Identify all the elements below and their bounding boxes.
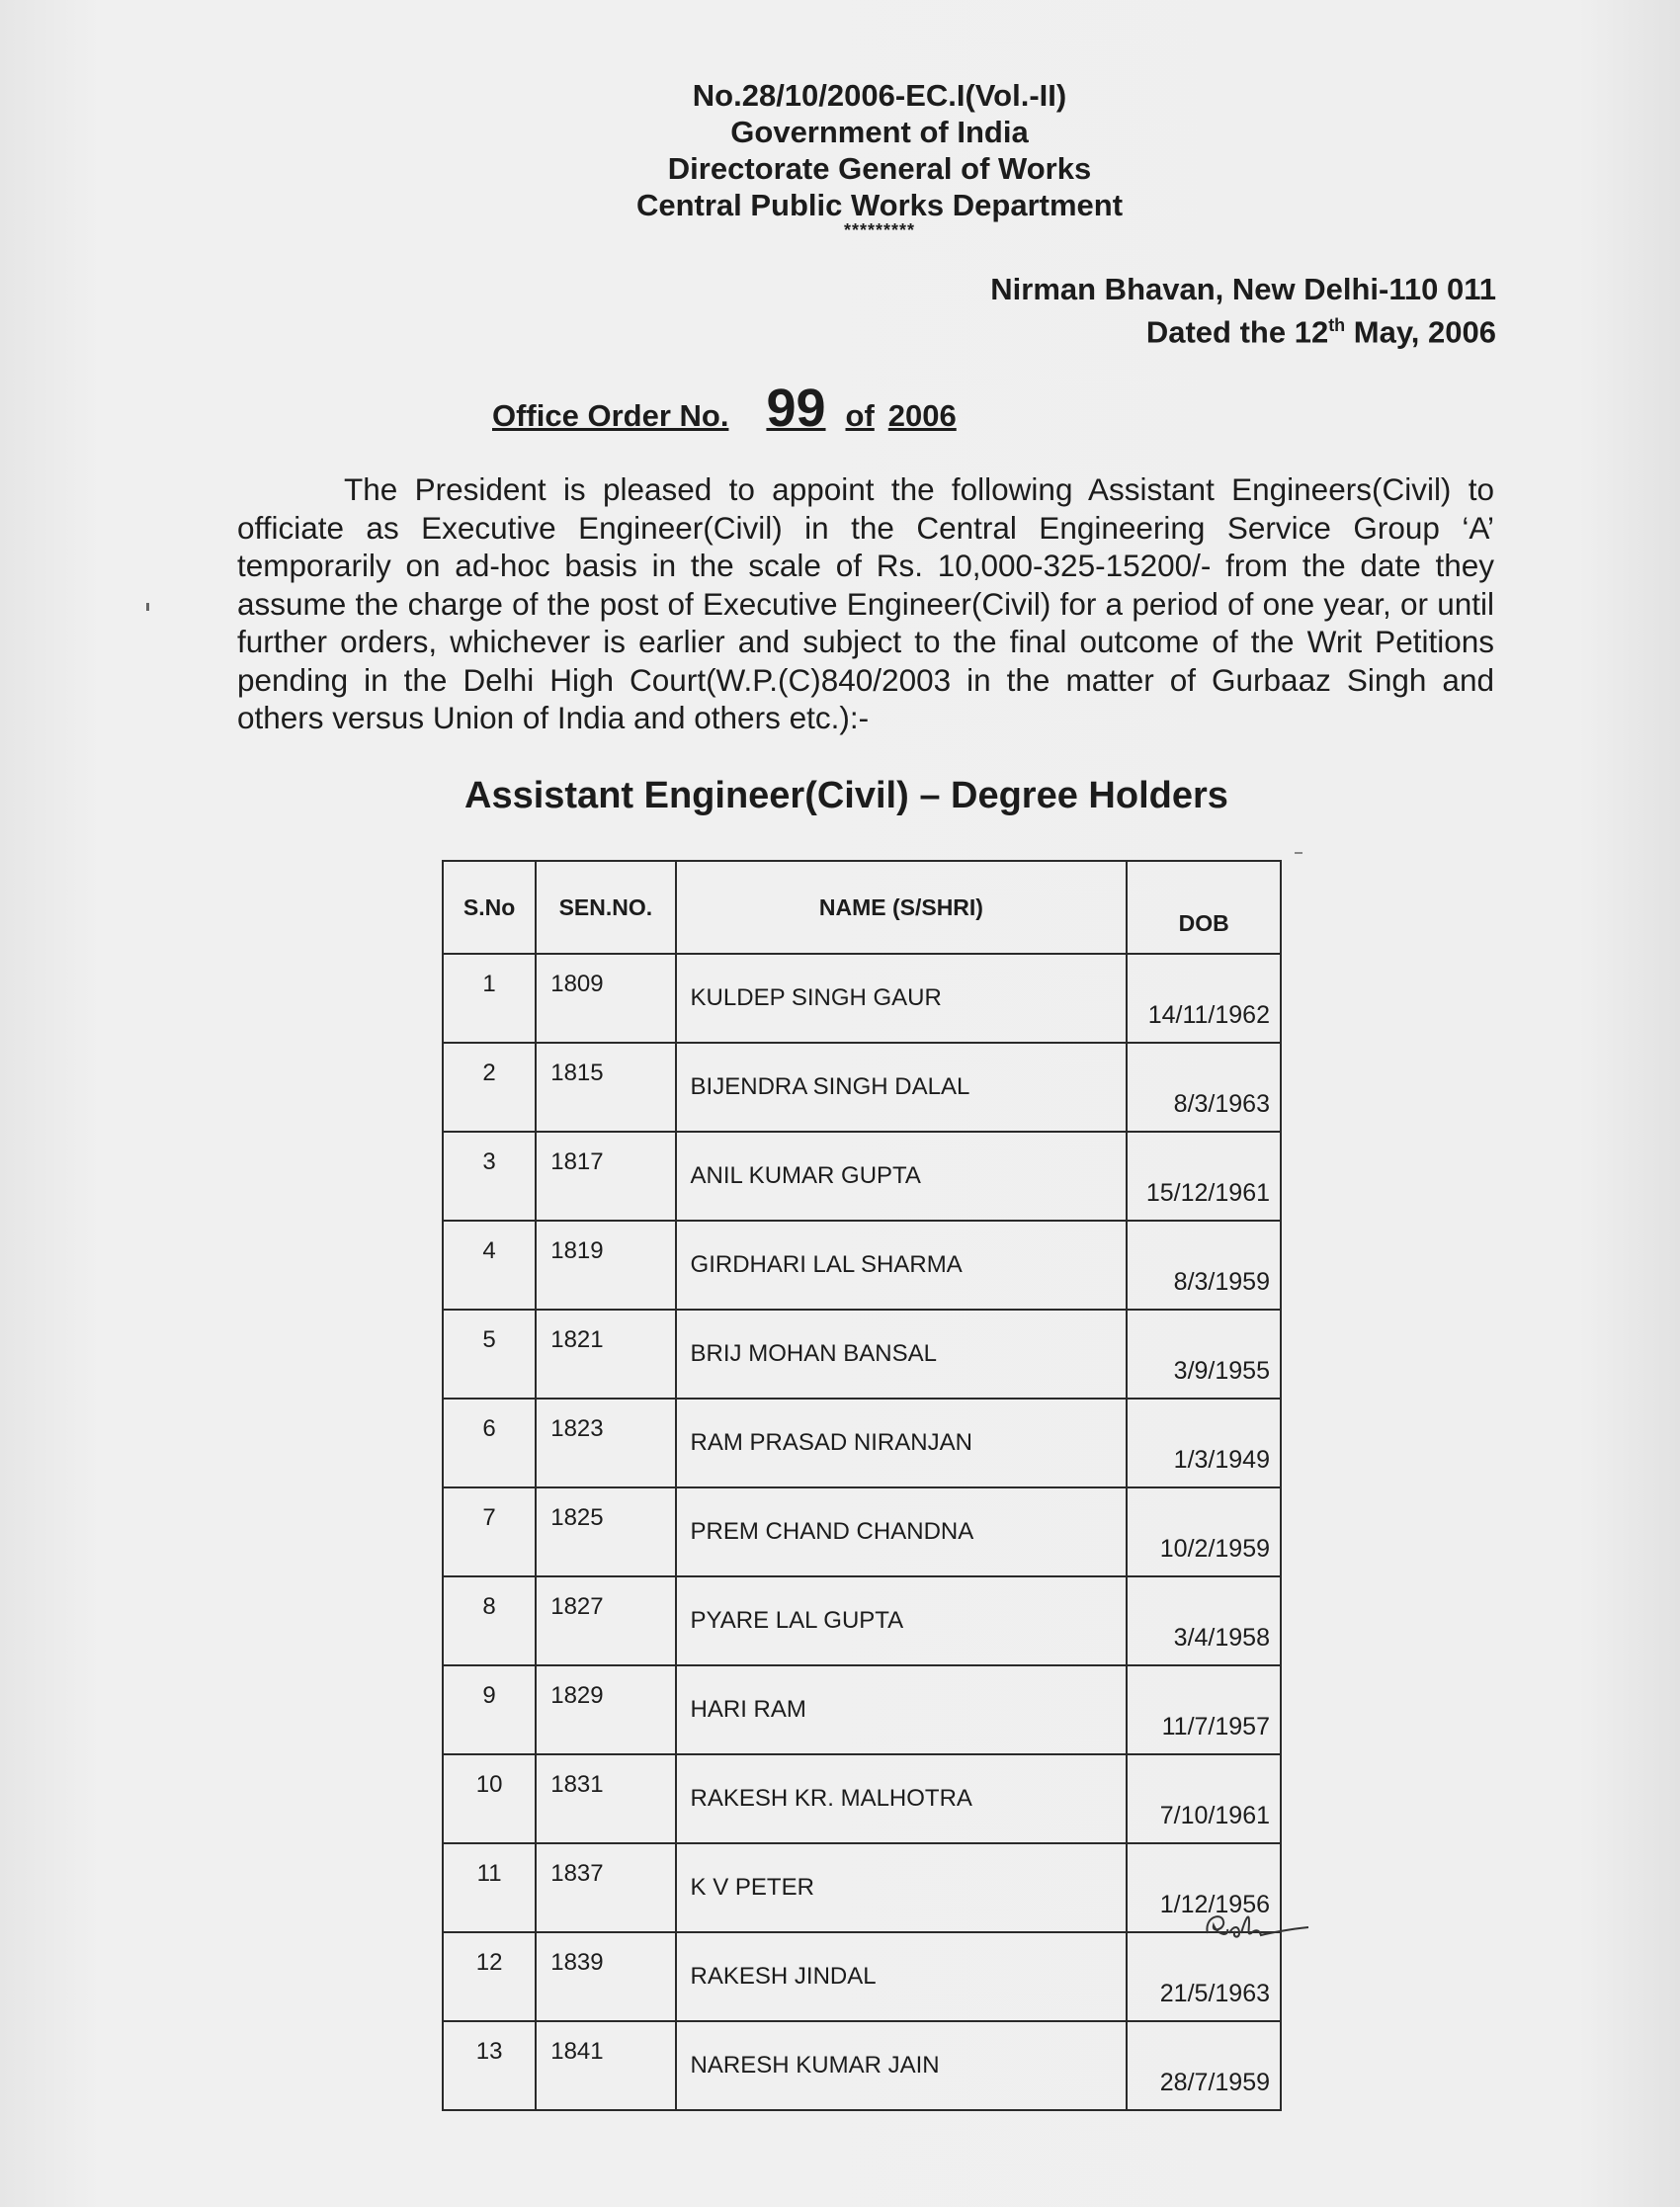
table-row — [443, 1932, 1281, 2021]
table-row — [443, 1843, 1281, 1932]
cell-sno: 5 — [443, 1310, 536, 1399]
letterhead — [553, 77, 1206, 240]
cell-sen-no: 1809 — [536, 954, 675, 1043]
header-stars: ********* — [843, 220, 916, 240]
cell-sen-no: 1819 — [536, 1221, 675, 1310]
cell-sen-no: 1831 — [536, 1754, 675, 1843]
scan-speck — [1295, 852, 1302, 854]
order-number: 99 — [766, 379, 826, 438]
cell-name: BIJENDRA SINGH DALAL — [676, 1043, 1128, 1132]
cell-name: PYARE LAL GUPTA — [676, 1576, 1128, 1665]
cell-name: HARI RAM — [676, 1665, 1128, 1754]
cell-dob: 11/7/1957 — [1127, 1665, 1281, 1754]
cell-name: ANIL KUMAR GUPTA — [676, 1132, 1128, 1221]
cell-sen-no: 1827 — [536, 1576, 675, 1665]
cell-dob: 3/9/1955 — [1127, 1310, 1281, 1399]
cell-dob: 10/2/1959 — [1127, 1487, 1281, 1576]
cell-sen-no: 1837 — [536, 1843, 675, 1932]
cell-dob: 14/11/1962 — [1127, 954, 1281, 1043]
table-row — [443, 1310, 1281, 1399]
cell-name: RAKESH KR. MALHOTRA — [676, 1754, 1128, 1843]
header-sen-no: SEN.NO. — [536, 861, 675, 954]
table-row — [443, 1132, 1281, 1221]
cell-dob: 3/4/1958 — [1127, 1576, 1281, 1665]
cell-sen-no: 1825 — [536, 1487, 675, 1576]
cell-sen-no: 1821 — [536, 1310, 675, 1399]
table-row — [443, 954, 1281, 1043]
reference-number: No.28/10/2006-EC.I(Vol.-II) — [692, 78, 1067, 113]
cell-sno: 3 — [443, 1132, 536, 1221]
cell-sen-no: 1815 — [536, 1043, 675, 1132]
cell-dob: 8/3/1963 — [1127, 1043, 1281, 1132]
office-order-title — [492, 378, 957, 439]
place-and-date — [990, 271, 1496, 350]
cell-name: BRIJ MOHAN BANSAL — [676, 1310, 1128, 1399]
address: Nirman Bhavan, New Delhi-110 011 — [990, 272, 1496, 306]
order-label: Office Order No. — [492, 398, 729, 433]
cell-sen-no: 1839 — [536, 1932, 675, 2021]
table-header-row — [443, 861, 1281, 954]
cell-name: RAM PRASAD NIRANJAN — [676, 1399, 1128, 1487]
order-body — [237, 470, 1494, 737]
table-row — [443, 1221, 1281, 1310]
table-row — [443, 1665, 1281, 1754]
cell-sno: 12 — [443, 1932, 536, 2021]
cell-dob: 7/10/1961 — [1127, 1754, 1281, 1843]
cell-dob: 15/12/1961 — [1127, 1132, 1281, 1221]
cell-dob: 8/3/1959 — [1127, 1221, 1281, 1310]
cell-sno: 11 — [443, 1843, 536, 1932]
cell-dob: 1/3/1949 — [1127, 1399, 1281, 1487]
signature-icon — [1200, 1904, 1318, 1958]
table-row — [443, 1487, 1281, 1576]
cell-sno: 7 — [443, 1487, 536, 1576]
date-line — [990, 307, 1496, 350]
cell-sno: 4 — [443, 1221, 536, 1310]
cell-sen-no: 1823 — [536, 1399, 675, 1487]
cell-sno: 8 — [443, 1576, 536, 1665]
cell-dob: 21/5/1963 — [1127, 1932, 1281, 2021]
section-title: Assistant Engineer(Civil) – Degree Holders — [464, 775, 1228, 816]
cell-name: K V PETER — [676, 1843, 1128, 1932]
cell-name: RAKESH JINDAL — [676, 1932, 1128, 2021]
header-name: NAME (S/SHRI) — [676, 861, 1128, 954]
order-year: 2006 — [887, 398, 957, 433]
table-row — [443, 1043, 1281, 1132]
table-body — [443, 954, 1281, 2110]
cell-dob: 1/12/1956 — [1127, 1843, 1281, 1932]
table-row — [443, 1576, 1281, 1665]
cell-sen-no: 1817 — [536, 1132, 675, 1221]
government-name: Government of India — [730, 115, 1029, 149]
appointees-table — [442, 860, 1282, 2111]
cell-sno: 9 — [443, 1665, 536, 1754]
cell-sen-no: 1841 — [536, 2021, 675, 2110]
department-name: Central Public Works Department — [635, 188, 1124, 222]
cell-dob: 28/7/1959 — [1127, 2021, 1281, 2110]
order-of: of — [845, 398, 875, 433]
date-prefix: Dated the 12 — [1145, 314, 1329, 350]
cell-sno: 1 — [443, 954, 536, 1043]
cell-name: GIRDHARI LAL SHARMA — [676, 1221, 1128, 1310]
header-sno: S.No — [443, 861, 536, 954]
order-paragraph: The President is pleased to appoint the following Assistant Engineers(Civil) to officiate as Executive Engineer(Civil) in the Central Engineering Service Group ‘A’ temporarily on ad-hoc basis in the scale of Rs. 10,000-325-15200/- from the date they assume the charge of the post of Executive Engineer(Civil) for a period of one year, or until further orders, whichever is earlier and subject to the final outcome of the Writ Petitions pending in the Delhi High Court(W.P.(C)840/2003 in the matter of Gurbaaz Singh and others versus Union of India and others etc.):- — [237, 471, 1494, 735]
directorate-name: Directorate General of Works — [667, 151, 1092, 186]
cell-sno: 13 — [443, 2021, 536, 2110]
cell-sno: 10 — [443, 1754, 536, 1843]
cell-sno: 2 — [443, 1043, 536, 1132]
date-suffix: May, 2006 — [1345, 314, 1496, 350]
cell-sen-no: 1829 — [536, 1665, 675, 1754]
table-row — [443, 2021, 1281, 2110]
cell-name: NARESH KUMAR JAIN — [676, 2021, 1128, 2110]
table-row — [443, 1754, 1281, 1843]
table-row — [443, 1399, 1281, 1487]
cell-sno: 6 — [443, 1399, 536, 1487]
scan-speck — [146, 603, 149, 611]
cell-name: PREM CHAND CHANDNA — [676, 1487, 1128, 1576]
header-dob: DOB — [1127, 861, 1281, 954]
cell-name: KULDEP SINGH GAUR — [676, 954, 1128, 1043]
date-ordinal: th — [1328, 315, 1346, 335]
